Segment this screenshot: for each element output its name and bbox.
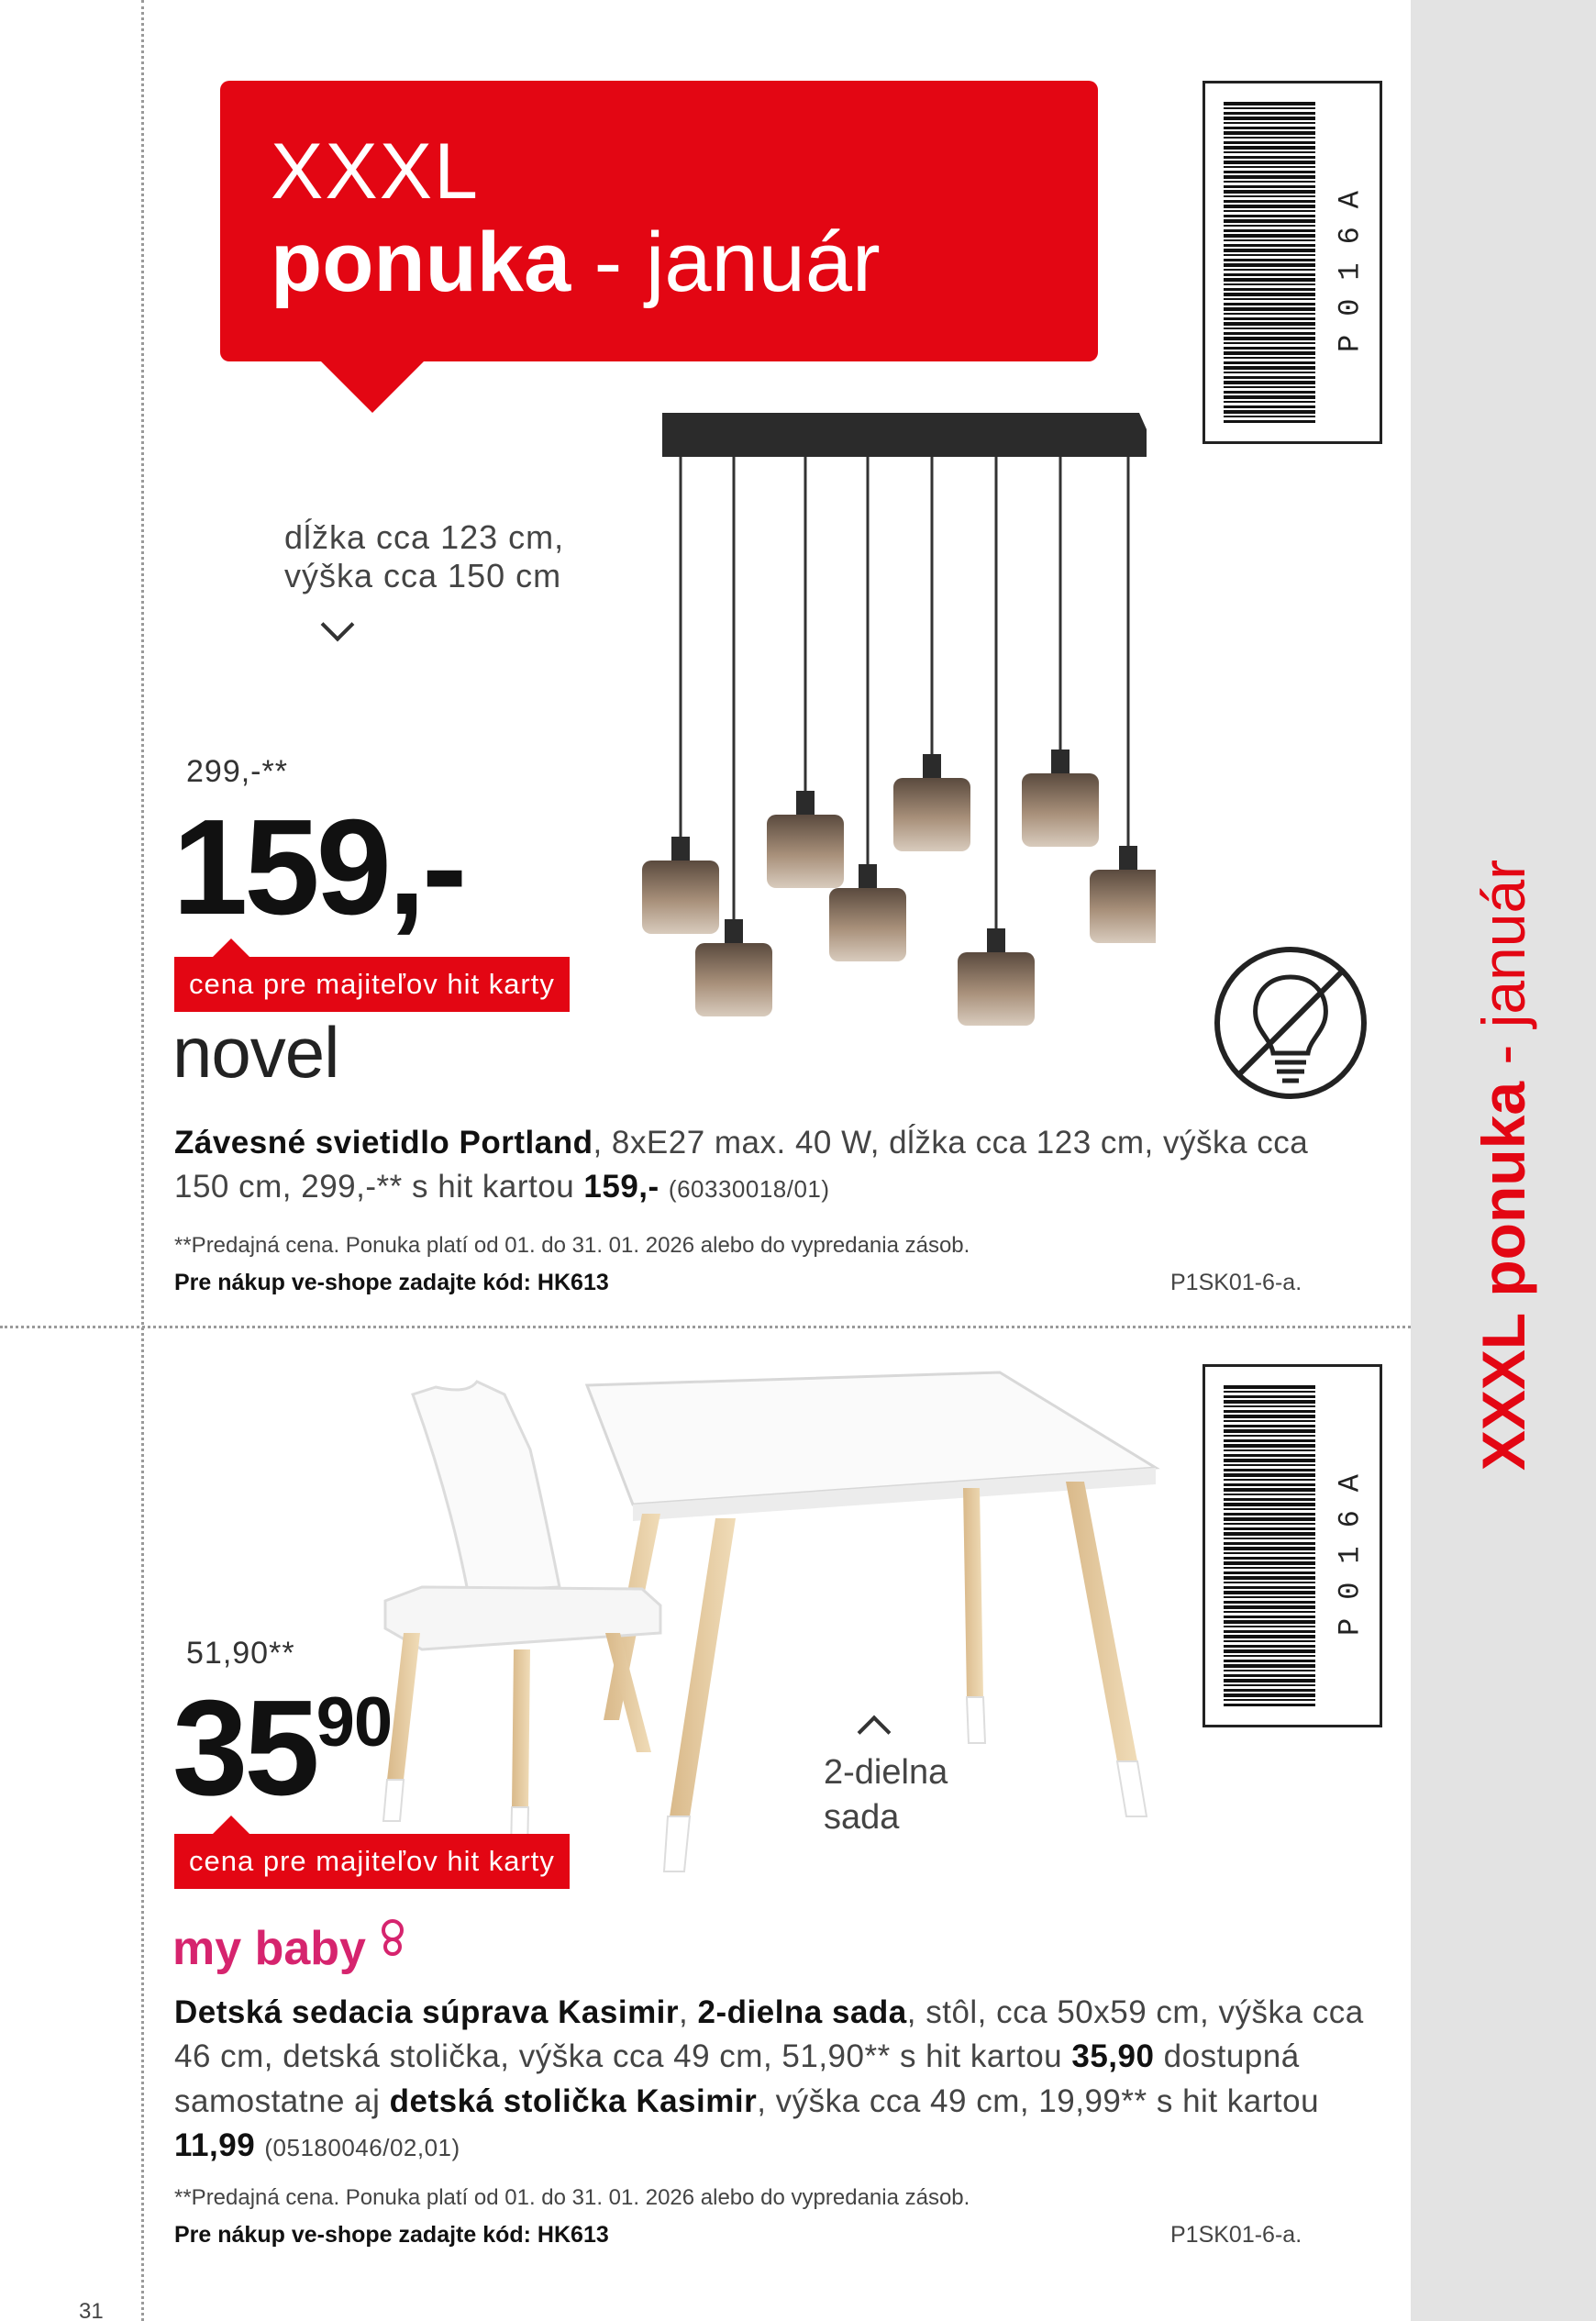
set-desc-text1: , stôl, cca 50x59 cm, výška cca 46 cm, detská stolička, výška cca 49 cm, 51,90** s hit kartou: [174, 1994, 1364, 2075]
set-pieces-line1: 2-dielna: [824, 1753, 948, 1792]
set-description: [174, 1991, 1367, 2168]
set-pieces-label: [824, 1750, 948, 1841]
cut-line-vertical: [141, 0, 144, 2321]
set-eshop-code: Pre nákup ve-shope zadajte kód: HK613: [174, 2222, 609, 2248]
side-label-rest: - január: [1469, 859, 1537, 1082]
lamp-desc-text: , 8xE27 max. 40 W, dĺžka cca 123 cm, výška cca 150 cm, 299,-** s hit kartou: [174, 1125, 1309, 1205]
promo-banner: [220, 81, 1098, 361]
lamp-ref: P1SK01-6-a.: [1170, 1270, 1302, 1295]
set-old-price: 51,90**: [186, 1636, 295, 1671]
barcode-bars: [1224, 102, 1315, 423]
set-desc-code: (05180046/02,01): [264, 2133, 460, 2161]
set-price-dec: 90: [316, 1683, 393, 1761]
banner-line2-bold: ponuka: [271, 216, 571, 309]
set-desc-text3: , výška cca 49 cm, 19,99** s hit kartou: [757, 2082, 1320, 2119]
pendant-lamp-image: [633, 404, 1156, 1064]
lamp-dimensions-line1: dĺžka cca 123 cm,: [284, 518, 565, 556]
side-label: [1469, 860, 1538, 1471]
set-desc-sep: ,: [679, 1994, 698, 2030]
barcode-coupon-1[interactable]: [1203, 81, 1382, 444]
lamp-desc-code: (60330018/01): [668, 1175, 830, 1204]
set-desc-set: 2-dielna sada: [697, 1994, 907, 2030]
set-ref: P1SK01-6-a.: [1170, 2222, 1302, 2248]
lamp-dimensions-line2: výška cca 150 cm: [284, 557, 562, 595]
brand-novel-logo: novel: [172, 1012, 339, 1093]
banner-line2: [271, 216, 881, 309]
banner-line1: XXXL: [271, 128, 480, 216]
side-label-bold: XXXL ponuka: [1469, 1081, 1537, 1471]
lamp-desc-price: 159,-: [583, 1169, 659, 1205]
lamp-old-price: 299,-**: [186, 754, 288, 789]
set-pieces-line2: sada: [824, 1798, 900, 1838]
lamp-eshop-code: Pre nákup ve-shope zadajte kód: HK613: [174, 1270, 609, 1295]
set-price: [172, 1672, 393, 1824]
set-desc-chair: detská stolička Kasimir: [389, 2082, 758, 2119]
barcode-bars: [1224, 1385, 1315, 1706]
banner-line2-rest: - január: [571, 216, 881, 309]
set-hit-card-badge: cena pre majiteľov hit karty: [174, 1834, 570, 1889]
lamp-dimensions: [284, 518, 564, 596]
set-desc-price2: 11,99: [174, 2127, 256, 2163]
lamp-note: **Predajná cena. Ponuka platí od 01. do 31. 01. 2026 alebo do vypredania zásob.: [174, 1233, 970, 1258]
chevron-down-icon: [321, 608, 355, 642]
lamp-name: Závesné svietidlo Portland: [174, 1125, 593, 1160]
brand-my-baby-logo: my baby: [172, 1922, 366, 1975]
barcode-code: P016A: [1333, 1455, 1368, 1637]
barcode-coupon-2[interactable]: [1203, 1364, 1382, 1727]
lamp-description: [174, 1121, 1367, 1210]
no-bulb-included-icon: [1213, 945, 1369, 1101]
set-name: Detská sedacia súprava Kasimir: [174, 1994, 680, 2030]
pacifier-icon: [371, 1914, 415, 1958]
set-price-int: 35: [172, 1672, 316, 1824]
set-desc-price1: 35,90: [1071, 2038, 1155, 2075]
kids-table-chair-image: [367, 1358, 1174, 1881]
set-note: **Predajná cena. Ponuka platí od 01. do 31. 01. 2026 alebo do vypredania zásob.: [174, 2185, 970, 2210]
lamp-price: 159,-: [172, 792, 464, 943]
lamp-hit-card-badge: cena pre majiteľov hit karty: [174, 957, 570, 1012]
set-desc-text2: dostupná samostatne aj: [174, 2038, 1300, 2119]
cut-line-horizontal: [0, 1326, 1411, 1328]
barcode-code: P016A: [1333, 172, 1368, 353]
page-number: 31: [79, 2299, 104, 2321]
